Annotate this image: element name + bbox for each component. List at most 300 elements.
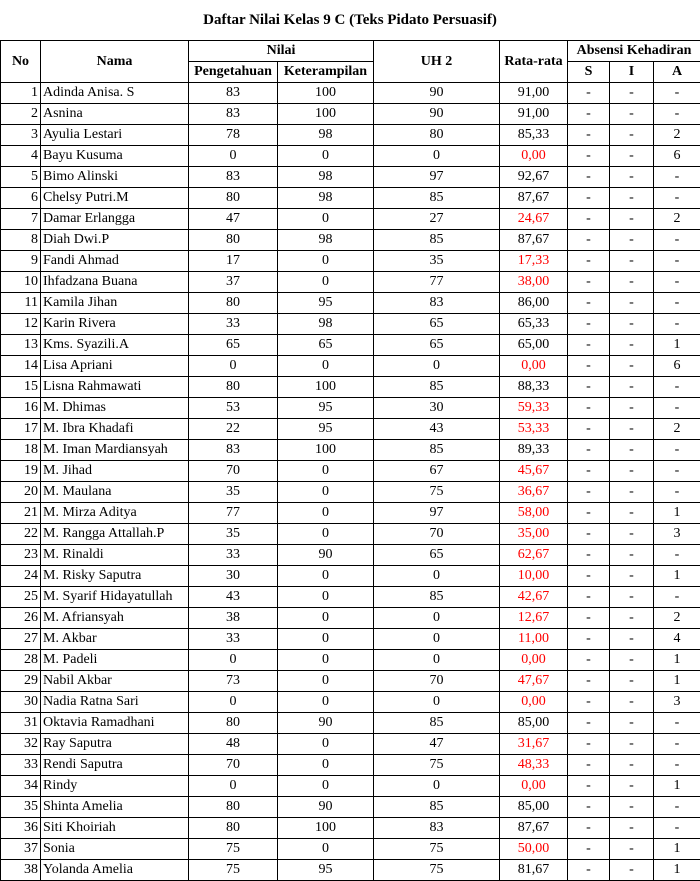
cell-no: 1 xyxy=(1,83,41,104)
cell-nama: Oktavia Ramadhani xyxy=(41,713,189,734)
cell-izin: - xyxy=(610,482,654,503)
cell-rata-rata: 87,67 xyxy=(500,188,568,209)
cell-keterampilan: 0 xyxy=(278,692,374,713)
table-row xyxy=(1,440,700,461)
table-row xyxy=(1,419,700,440)
cell-nama: Kamila Jihan xyxy=(41,293,189,314)
cell-pengetahuan: 53 xyxy=(189,398,278,419)
cell-rata-rata: 24,67 xyxy=(500,209,568,230)
cell-keterampilan: 98 xyxy=(278,314,374,335)
table-row xyxy=(1,566,700,587)
cell-keterampilan: 95 xyxy=(278,860,374,881)
cell-uh2: 75 xyxy=(374,755,500,776)
cell-uh2: 0 xyxy=(374,692,500,713)
table-row xyxy=(1,545,700,566)
cell-izin: - xyxy=(610,167,654,188)
cell-uh2: 0 xyxy=(374,566,500,587)
cell-izin: - xyxy=(610,335,654,356)
cell-keterampilan: 98 xyxy=(278,188,374,209)
cell-pengetahuan: 33 xyxy=(189,629,278,650)
cell-pengetahuan: 70 xyxy=(189,755,278,776)
cell-rata-rata: 91,00 xyxy=(500,83,568,104)
cell-rata-rata: 10,00 xyxy=(500,566,568,587)
cell-sakit: - xyxy=(568,818,610,839)
cell-pengetahuan: 80 xyxy=(189,293,278,314)
cell-nama: M. Rinaldi xyxy=(41,545,189,566)
cell-uh2: 97 xyxy=(374,167,500,188)
cell-sakit: - xyxy=(568,377,610,398)
cell-nama: Ayulia Lestari xyxy=(41,125,189,146)
cell-nama: Ihfadzana Buana xyxy=(41,272,189,293)
cell-alpa: 4 xyxy=(654,629,700,650)
table-row xyxy=(1,377,700,398)
cell-rata-rata: 58,00 xyxy=(500,503,568,524)
cell-sakit: - xyxy=(568,188,610,209)
cell-no: 19 xyxy=(1,461,41,482)
cell-alpa: - xyxy=(654,713,700,734)
header-uh2: UH 2 xyxy=(374,41,500,83)
cell-nama: Sonia xyxy=(41,839,189,860)
cell-uh2: 65 xyxy=(374,545,500,566)
cell-sakit: - xyxy=(568,524,610,545)
cell-nama: Ray Saputra xyxy=(41,734,189,755)
cell-alpa: - xyxy=(654,461,700,482)
table-row xyxy=(1,251,700,272)
cell-keterampilan: 90 xyxy=(278,797,374,818)
cell-keterampilan: 0 xyxy=(278,776,374,797)
cell-sakit: - xyxy=(568,398,610,419)
cell-keterampilan: 100 xyxy=(278,818,374,839)
table-row xyxy=(1,209,700,230)
cell-izin: - xyxy=(610,272,654,293)
table-row xyxy=(1,335,700,356)
cell-rata-rata: 87,67 xyxy=(500,230,568,251)
cell-izin: - xyxy=(610,293,654,314)
table-row xyxy=(1,83,700,104)
table-row xyxy=(1,524,700,545)
cell-alpa: 2 xyxy=(654,608,700,629)
cell-pengetahuan: 80 xyxy=(189,713,278,734)
cell-alpa: - xyxy=(654,755,700,776)
cell-keterampilan: 65 xyxy=(278,335,374,356)
cell-sakit: - xyxy=(568,860,610,881)
cell-no: 38 xyxy=(1,860,41,881)
table-row xyxy=(1,461,700,482)
table-row xyxy=(1,608,700,629)
cell-uh2: 75 xyxy=(374,839,500,860)
cell-alpa: - xyxy=(654,440,700,461)
cell-alpa: 6 xyxy=(654,356,700,377)
cell-no: 25 xyxy=(1,587,41,608)
cell-no: 7 xyxy=(1,209,41,230)
cell-alpa: 3 xyxy=(654,692,700,713)
cell-izin: - xyxy=(610,734,654,755)
cell-uh2: 83 xyxy=(374,818,500,839)
cell-sakit: - xyxy=(568,419,610,440)
cell-nama: Nabil Akbar xyxy=(41,671,189,692)
cell-pengetahuan: 33 xyxy=(189,314,278,335)
cell-rata-rata: 65,33 xyxy=(500,314,568,335)
cell-izin: - xyxy=(610,377,654,398)
cell-alpa: - xyxy=(654,83,700,104)
cell-pengetahuan: 83 xyxy=(189,104,278,125)
cell-sakit: - xyxy=(568,482,610,503)
cell-izin: - xyxy=(610,83,654,104)
cell-nama: Yolanda Amelia xyxy=(41,860,189,881)
table-row xyxy=(1,755,700,776)
cell-izin: - xyxy=(610,587,654,608)
table-row xyxy=(1,713,700,734)
cell-uh2: 70 xyxy=(374,524,500,545)
cell-no: 26 xyxy=(1,608,41,629)
cell-nama: M. Ibra Khadafi xyxy=(41,419,189,440)
cell-pengetahuan: 78 xyxy=(189,125,278,146)
cell-keterampilan: 0 xyxy=(278,839,374,860)
cell-nama: Shinta Amelia xyxy=(41,797,189,818)
cell-izin: - xyxy=(610,608,654,629)
cell-izin: - xyxy=(610,398,654,419)
cell-pengetahuan: 47 xyxy=(189,209,278,230)
cell-izin: - xyxy=(610,146,654,167)
cell-rata-rata: 36,67 xyxy=(500,482,568,503)
cell-uh2: 70 xyxy=(374,671,500,692)
cell-alpa: - xyxy=(654,545,700,566)
table-row xyxy=(1,356,700,377)
cell-pengetahuan: 80 xyxy=(189,377,278,398)
cell-izin: - xyxy=(610,230,654,251)
cell-sakit: - xyxy=(568,734,610,755)
cell-nama: Asnina xyxy=(41,104,189,125)
cell-rata-rata: 62,67 xyxy=(500,545,568,566)
cell-izin: - xyxy=(610,125,654,146)
cell-alpa: - xyxy=(654,377,700,398)
cell-izin: - xyxy=(610,839,654,860)
cell-pengetahuan: 65 xyxy=(189,335,278,356)
cell-izin: - xyxy=(610,314,654,335)
cell-pengetahuan: 38 xyxy=(189,608,278,629)
cell-no: 17 xyxy=(1,419,41,440)
cell-sakit: - xyxy=(568,146,610,167)
cell-keterampilan: 0 xyxy=(278,734,374,755)
cell-nama: Lisa Apriani xyxy=(41,356,189,377)
cell-no: 4 xyxy=(1,146,41,167)
cell-pengetahuan: 30 xyxy=(189,566,278,587)
cell-rata-rata: 47,67 xyxy=(500,671,568,692)
cell-uh2: 90 xyxy=(374,104,500,125)
cell-keterampilan: 0 xyxy=(278,503,374,524)
cell-rata-rata: 0,00 xyxy=(500,650,568,671)
cell-nama: Rindy xyxy=(41,776,189,797)
grades-table xyxy=(0,40,700,881)
cell-sakit: - xyxy=(568,209,610,230)
cell-sakit: - xyxy=(568,503,610,524)
cell-alpa: - xyxy=(654,251,700,272)
cell-no: 16 xyxy=(1,398,41,419)
cell-uh2: 80 xyxy=(374,125,500,146)
cell-pengetahuan: 83 xyxy=(189,167,278,188)
cell-no: 30 xyxy=(1,692,41,713)
cell-sakit: - xyxy=(568,755,610,776)
cell-sakit: - xyxy=(568,293,610,314)
cell-nama: Karin Rivera xyxy=(41,314,189,335)
cell-rata-rata: 91,00 xyxy=(500,104,568,125)
cell-alpa: - xyxy=(654,734,700,755)
cell-no: 24 xyxy=(1,566,41,587)
cell-keterampilan: 0 xyxy=(278,671,374,692)
cell-keterampilan: 90 xyxy=(278,713,374,734)
cell-izin: - xyxy=(610,629,654,650)
cell-keterampilan: 95 xyxy=(278,398,374,419)
table-row xyxy=(1,860,700,881)
cell-sakit: - xyxy=(568,461,610,482)
cell-no: 2 xyxy=(1,104,41,125)
cell-izin: - xyxy=(610,818,654,839)
cell-uh2: 83 xyxy=(374,293,500,314)
cell-uh2: 75 xyxy=(374,860,500,881)
table-row xyxy=(1,230,700,251)
cell-keterampilan: 0 xyxy=(278,272,374,293)
cell-rata-rata: 0,00 xyxy=(500,356,568,377)
cell-no: 34 xyxy=(1,776,41,797)
cell-alpa: 1 xyxy=(654,839,700,860)
cell-alpa: 2 xyxy=(654,125,700,146)
table-row xyxy=(1,650,700,671)
table-row xyxy=(1,188,700,209)
cell-no: 14 xyxy=(1,356,41,377)
cell-pengetahuan: 80 xyxy=(189,230,278,251)
cell-uh2: 77 xyxy=(374,272,500,293)
table-row xyxy=(1,272,700,293)
table-row xyxy=(1,482,700,503)
cell-alpa: 1 xyxy=(654,671,700,692)
cell-no: 36 xyxy=(1,818,41,839)
cell-keterampilan: 0 xyxy=(278,650,374,671)
cell-sakit: - xyxy=(568,356,610,377)
table-header xyxy=(1,41,700,83)
cell-keterampilan: 95 xyxy=(278,293,374,314)
cell-sakit: - xyxy=(568,125,610,146)
cell-alpa: - xyxy=(654,797,700,818)
table-row xyxy=(1,293,700,314)
cell-sakit: - xyxy=(568,251,610,272)
table-body xyxy=(1,83,700,881)
cell-sakit: - xyxy=(568,692,610,713)
cell-pengetahuan: 75 xyxy=(189,860,278,881)
cell-izin: - xyxy=(610,188,654,209)
cell-rata-rata: 53,33 xyxy=(500,419,568,440)
cell-no: 23 xyxy=(1,545,41,566)
cell-rata-rata: 50,00 xyxy=(500,839,568,860)
cell-no: 28 xyxy=(1,650,41,671)
header-rata-rata: Rata-rata xyxy=(500,41,568,83)
table-row xyxy=(1,776,700,797)
cell-keterampilan: 98 xyxy=(278,230,374,251)
cell-alpa: - xyxy=(654,587,700,608)
cell-izin: - xyxy=(610,209,654,230)
cell-pengetahuan: 22 xyxy=(189,419,278,440)
table-row xyxy=(1,104,700,125)
cell-pengetahuan: 0 xyxy=(189,776,278,797)
cell-nama: Lisna Rahmawati xyxy=(41,377,189,398)
cell-uh2: 90 xyxy=(374,83,500,104)
cell-uh2: 85 xyxy=(374,377,500,398)
cell-keterampilan: 0 xyxy=(278,566,374,587)
cell-alpa: 1 xyxy=(654,503,700,524)
cell-alpa: - xyxy=(654,230,700,251)
table-row xyxy=(1,503,700,524)
cell-rata-rata: 42,67 xyxy=(500,587,568,608)
cell-nama: Bimo Alinski xyxy=(41,167,189,188)
cell-keterampilan: 100 xyxy=(278,104,374,125)
cell-pengetahuan: 83 xyxy=(189,83,278,104)
cell-keterampilan: 0 xyxy=(278,608,374,629)
cell-keterampilan: 0 xyxy=(278,755,374,776)
table-row xyxy=(1,398,700,419)
cell-alpa: - xyxy=(654,167,700,188)
cell-nama: M. Jihad xyxy=(41,461,189,482)
cell-keterampilan: 100 xyxy=(278,83,374,104)
cell-rata-rata: 89,33 xyxy=(500,440,568,461)
cell-keterampilan: 0 xyxy=(278,524,374,545)
cell-no: 3 xyxy=(1,125,41,146)
cell-nama: Chelsy Putri.M xyxy=(41,188,189,209)
cell-pengetahuan: 0 xyxy=(189,650,278,671)
cell-pengetahuan: 43 xyxy=(189,587,278,608)
cell-no: 37 xyxy=(1,839,41,860)
cell-no: 10 xyxy=(1,272,41,293)
cell-izin: - xyxy=(610,692,654,713)
table-row xyxy=(1,734,700,755)
cell-rata-rata: 85,33 xyxy=(500,125,568,146)
table-row xyxy=(1,671,700,692)
cell-pengetahuan: 80 xyxy=(189,797,278,818)
cell-izin: - xyxy=(610,776,654,797)
cell-pengetahuan: 73 xyxy=(189,671,278,692)
cell-nama: M. Afriansyah xyxy=(41,608,189,629)
cell-uh2: 43 xyxy=(374,419,500,440)
cell-nama: Adinda Anisa. S xyxy=(41,83,189,104)
cell-alpa: - xyxy=(654,482,700,503)
cell-rata-rata: 65,00 xyxy=(500,335,568,356)
cell-uh2: 0 xyxy=(374,608,500,629)
cell-alpa: 1 xyxy=(654,566,700,587)
cell-keterampilan: 0 xyxy=(278,356,374,377)
cell-sakit: - xyxy=(568,314,610,335)
cell-rata-rata: 88,33 xyxy=(500,377,568,398)
header-alpa: A xyxy=(654,62,700,83)
cell-nama: M. Risky Saputra xyxy=(41,566,189,587)
cell-uh2: 65 xyxy=(374,314,500,335)
cell-pengetahuan: 35 xyxy=(189,482,278,503)
header-absensi: Absensi Kehadiran xyxy=(568,41,700,62)
cell-uh2: 0 xyxy=(374,146,500,167)
cell-alpa: 3 xyxy=(654,524,700,545)
header-pengetahuan: Pengetahuan xyxy=(189,62,278,83)
cell-uh2: 97 xyxy=(374,503,500,524)
cell-izin: - xyxy=(610,104,654,125)
cell-keterampilan: 0 xyxy=(278,629,374,650)
cell-no: 8 xyxy=(1,230,41,251)
cell-izin: - xyxy=(610,671,654,692)
cell-nama: M. Padeli xyxy=(41,650,189,671)
cell-izin: - xyxy=(610,440,654,461)
cell-sakit: - xyxy=(568,797,610,818)
cell-no: 12 xyxy=(1,314,41,335)
cell-uh2: 85 xyxy=(374,188,500,209)
cell-rata-rata: 0,00 xyxy=(500,146,568,167)
cell-keterampilan: 90 xyxy=(278,545,374,566)
cell-uh2: 65 xyxy=(374,335,500,356)
cell-keterampilan: 100 xyxy=(278,440,374,461)
cell-nama: Bayu Kusuma xyxy=(41,146,189,167)
cell-rata-rata: 81,67 xyxy=(500,860,568,881)
cell-nama: Damar Erlangga xyxy=(41,209,189,230)
cell-pengetahuan: 37 xyxy=(189,272,278,293)
cell-pengetahuan: 83 xyxy=(189,440,278,461)
cell-rata-rata: 48,33 xyxy=(500,755,568,776)
cell-no: 35 xyxy=(1,797,41,818)
cell-no: 13 xyxy=(1,335,41,356)
cell-no: 9 xyxy=(1,251,41,272)
cell-sakit: - xyxy=(568,545,610,566)
cell-izin: - xyxy=(610,503,654,524)
cell-rata-rata: 35,00 xyxy=(500,524,568,545)
cell-uh2: 85 xyxy=(374,230,500,251)
cell-alpa: 2 xyxy=(654,419,700,440)
cell-nama: M. Dhimas xyxy=(41,398,189,419)
table-row xyxy=(1,167,700,188)
cell-izin: - xyxy=(610,755,654,776)
cell-keterampilan: 0 xyxy=(278,461,374,482)
cell-alpa: 6 xyxy=(654,146,700,167)
cell-alpa: 1 xyxy=(654,776,700,797)
cell-no: 29 xyxy=(1,671,41,692)
cell-rata-rata: 85,00 xyxy=(500,713,568,734)
cell-uh2: 85 xyxy=(374,587,500,608)
cell-nama: Rendi Saputra xyxy=(41,755,189,776)
cell-sakit: - xyxy=(568,440,610,461)
cell-nama: Kms. Syazili.A xyxy=(41,335,189,356)
cell-sakit: - xyxy=(568,839,610,860)
cell-alpa: 1 xyxy=(654,335,700,356)
cell-no: 22 xyxy=(1,524,41,545)
table-row xyxy=(1,314,700,335)
cell-sakit: - xyxy=(568,230,610,251)
header-sakit: S xyxy=(568,62,610,83)
cell-izin: - xyxy=(610,545,654,566)
cell-uh2: 30 xyxy=(374,398,500,419)
cell-pengetahuan: 33 xyxy=(189,545,278,566)
table-row xyxy=(1,692,700,713)
cell-uh2: 0 xyxy=(374,356,500,377)
cell-no: 18 xyxy=(1,440,41,461)
cell-rata-rata: 17,33 xyxy=(500,251,568,272)
cell-nama: M. Rangga Attallah.P xyxy=(41,524,189,545)
cell-pengetahuan: 35 xyxy=(189,524,278,545)
cell-no: 32 xyxy=(1,734,41,755)
cell-keterampilan: 0 xyxy=(278,209,374,230)
cell-uh2: 85 xyxy=(374,797,500,818)
cell-rata-rata: 86,00 xyxy=(500,293,568,314)
cell-izin: - xyxy=(610,356,654,377)
cell-rata-rata: 0,00 xyxy=(500,776,568,797)
cell-uh2: 35 xyxy=(374,251,500,272)
cell-alpa: 2 xyxy=(654,209,700,230)
cell-pengetahuan: 77 xyxy=(189,503,278,524)
cell-uh2: 85 xyxy=(374,713,500,734)
cell-nama: M. Maulana xyxy=(41,482,189,503)
cell-no: 21 xyxy=(1,503,41,524)
